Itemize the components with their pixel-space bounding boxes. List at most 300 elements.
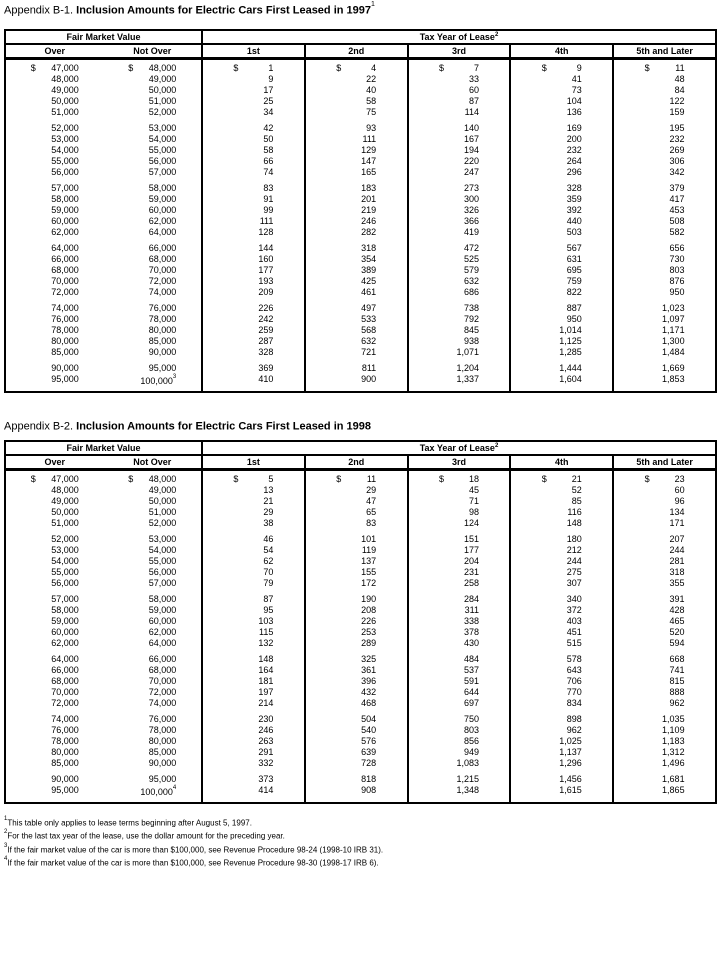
table-cell [203,227,304,238]
cell-value: 468 [361,698,377,709]
cell-content [128,725,176,736]
table-cell [511,758,612,769]
cell-content [645,485,685,496]
cell-value: 1,604 [559,373,582,384]
cell-content [336,594,376,605]
title-bold: Inclusion Amounts for Electric Cars First Leased in 1998 [76,420,372,433]
cell-value: 104 [566,95,582,106]
table-cell [511,507,612,518]
table-cell [203,474,304,485]
footnote-marker: 3 [4,842,8,849]
cell-content [233,676,273,687]
cell-content [645,216,685,227]
cell-content [542,758,582,769]
cell-value: 1,496 [662,758,685,769]
table-cell [203,507,304,518]
cell-value: 70,000 [51,275,79,286]
cell-value: 792 [463,313,479,324]
table-cell [6,74,104,85]
cell-value: 181 [258,676,274,687]
cell-content [233,774,273,785]
cell-content [31,676,79,687]
cell-value: 52,000 [148,518,177,529]
table-cell [203,545,304,556]
table-cell [409,74,510,85]
table-cell [614,594,715,605]
column-4th [509,60,612,391]
cell-value: 644 [463,687,479,698]
cell-value: 631 [566,253,582,264]
cell-content [439,507,479,518]
header-footnote-marker: 2 [494,443,499,450]
cell-value: 96 [674,496,685,507]
cell-value: 815 [669,676,685,687]
cell-value: 23 [674,474,685,485]
table-cell [306,205,407,216]
cell-value: 83 [366,518,377,529]
cell-value: 419 [463,226,479,237]
cell-value: 326 [463,204,479,215]
cell-content [128,638,176,649]
table-cell [511,725,612,736]
table-cell [614,758,715,769]
cell-value: 90,000 [148,346,177,357]
cell-value: 111 [259,215,274,226]
cell-content [645,747,685,758]
cell-value: 307 [566,578,582,589]
cell-value: 414 [258,785,274,796]
cell-content [128,156,176,167]
table-cell [203,156,304,167]
cell-content [31,167,79,178]
cell-content [542,774,582,785]
table-cell [104,567,202,578]
cell-content [31,654,79,665]
cell-value: 55,000 [148,144,177,155]
cell-value: 129 [361,144,377,155]
table-cell [104,687,202,698]
cell-value: 632 [361,335,377,346]
cell-content [128,363,176,374]
cell-content [645,594,685,605]
cell-content [645,638,685,649]
table-cell [6,63,104,74]
cell-content [128,276,176,287]
cell-value: 354 [361,253,377,264]
cell-content [336,134,376,145]
cell-value: 148 [258,654,274,665]
cell-content [645,227,685,238]
cell-content [128,507,176,518]
cell-content [439,167,479,178]
cell-content [645,567,685,578]
table-cell [104,123,202,134]
cell-content [128,676,176,687]
cell-content [31,96,79,107]
cell-content [645,698,685,709]
cell-content [128,545,176,556]
cell-content [128,578,176,589]
cell-value: 169 [566,122,582,133]
table-cell [614,556,715,567]
table-cell [614,714,715,725]
table-cell [614,145,715,156]
cell-value: 244 [566,556,582,567]
table-cell [6,736,104,747]
cell-content [233,254,273,265]
table-cell [409,605,510,616]
dollar-sign: $ [233,474,239,485]
table-cell [203,123,304,134]
table-cell [203,194,304,205]
table-cell [511,74,612,85]
table-cell [306,507,407,518]
cell-content [542,194,582,205]
cell-content [542,287,582,298]
table-cell [306,347,407,358]
table-cell [104,63,202,74]
cell-content [128,167,176,178]
cell-content [128,747,176,758]
cell-value: 62 [263,556,274,567]
cell-value: 721 [361,346,377,357]
cell-content [336,216,376,227]
cell-value: 1,035 [662,714,685,725]
table-cell [409,63,510,74]
cell-content [439,85,479,96]
table-cell [203,265,304,276]
cell-value: 55,000 [51,155,79,166]
cell-content [233,74,273,85]
cell-value: 100,000$^3$ [140,373,177,386]
cell-content [31,156,79,167]
cell-value: 244 [669,545,685,556]
table-cell [409,205,510,216]
cell-value: 74,000 [148,286,177,297]
cell-content [645,96,685,107]
cell-value: 151 [463,534,479,545]
table-cell [511,485,612,496]
table-cell [306,654,407,665]
table-cell [6,107,104,118]
cell-value: 1,285 [559,346,582,357]
table-cell [6,336,104,347]
table-cell [306,687,407,698]
cell-content [233,654,273,665]
cell-value: 93 [366,122,377,133]
cell-content [439,545,479,556]
column-header-3rd: 3rd [407,456,510,468]
table-cell [6,145,104,156]
cell-value: 54,000 [148,133,177,144]
cell-content [336,605,376,616]
cell-content [128,74,176,85]
cell-value: 74,000 [51,302,79,313]
table-cell [203,325,304,336]
table-cell [409,287,510,298]
cell-value: 845 [463,324,479,335]
cell-value: 171 [669,518,685,529]
table-cell [6,243,104,254]
table-cell [409,687,510,698]
cell-value: 220 [463,155,479,166]
cell-value: 72,000 [51,286,79,297]
cell-value: 29 [263,507,274,518]
cell-content [128,556,176,567]
cell-content [233,687,273,698]
table-cell [409,627,510,638]
cell-value: 579 [463,264,479,275]
table-cell [306,714,407,725]
table-cell [104,156,202,167]
cell-value: 76,000 [148,302,177,313]
table-cell [6,714,104,725]
table-cell [409,785,510,796]
cell-content [31,363,79,374]
cell-value: 140 [463,122,479,133]
cell-value: 64,000 [51,242,79,253]
column-5th-and-later [612,60,715,391]
cell-content [542,474,582,485]
cell-value: 738 [463,302,479,313]
table-cell [6,747,104,758]
table-cell [104,785,202,796]
cell-content [336,363,376,374]
table-cell [614,276,715,287]
cell-value: 53,000 [148,122,177,133]
cell-content [645,63,685,74]
cell-content [336,374,376,385]
cell-content [128,616,176,627]
table-cell [614,183,715,194]
cell-value: 296 [566,166,582,177]
cell-value: 53,000 [51,133,79,144]
cell-content [31,347,79,358]
cell-content [439,74,479,85]
table-cell [306,254,407,265]
cell-value: 144 [258,242,274,253]
table-cell [203,243,304,254]
cell-content [128,194,176,205]
cell-content [439,616,479,627]
cell-value: 128 [258,226,274,237]
cell-value: 85,000 [51,758,79,769]
cell-content [439,145,479,156]
cell-value: 253 [361,627,377,638]
cell-value: 355 [669,578,685,589]
cell-content [31,85,79,96]
table-cell [104,518,202,529]
table-cell [511,123,612,134]
cell-content [128,96,176,107]
table-cell [409,567,510,578]
cell-content [31,507,79,518]
cell-value: 50,000 [51,507,79,518]
cell-value: 697 [463,698,479,709]
table-cell [104,714,202,725]
table-cell [511,85,612,96]
table-cell [203,287,304,298]
table-cell [511,594,612,605]
cell-content [645,205,685,216]
cell-content [439,287,479,298]
table-cell [511,194,612,205]
cell-content [31,63,79,74]
table-cell [6,205,104,216]
cell-content [128,85,176,96]
cell-value: 533 [361,313,377,324]
appendix-b2-table [4,440,717,804]
cell-value: 124 [463,518,479,529]
table-cell [203,616,304,627]
table-cell [306,638,407,649]
cell-value: 201 [361,193,377,204]
table-cell [409,314,510,325]
cell-value: 57,000 [148,166,177,177]
cell-value: 58,000 [148,182,177,193]
cell-value: 73 [571,84,582,95]
table-cell [409,578,510,589]
column-header-1st: 1st [201,45,304,57]
cell-content [336,627,376,638]
table-cell [6,507,104,518]
cell-value: 695 [566,264,582,275]
table-cell [511,243,612,254]
table-cell [306,216,407,227]
cell-content [645,194,685,205]
footnotes [4,816,721,869]
column-1st [201,471,304,802]
cell-content [233,747,273,758]
cell-value: 594 [669,638,685,649]
cell-content [128,374,176,387]
table-cell [614,325,715,336]
cell-value: 87 [263,594,274,605]
cell-content [542,183,582,194]
table-cell [104,747,202,758]
cell-content [233,567,273,578]
table-cell [203,638,304,649]
cell-content [439,567,479,578]
table-cell [306,167,407,178]
cell-content [336,303,376,314]
table-cell [203,758,304,769]
cell-value: 100,000$^4$ [140,785,177,798]
table-cell [104,665,202,676]
table-cell [614,363,715,374]
cell-content [233,134,273,145]
footnote [4,843,721,856]
cell-value: 54,000 [51,556,79,567]
cell-content [336,676,376,687]
table-cell [409,194,510,205]
cell-value: 95,000 [148,774,177,785]
table-cell [511,616,612,627]
cell-content [128,123,176,134]
cell-value: 51,000 [148,95,177,106]
cell-content [542,85,582,96]
table-cell [614,785,715,796]
cell-value: 62,000 [51,226,79,237]
cell-content [31,265,79,276]
table-cell [104,496,202,507]
cell-value: 1,023 [662,302,685,313]
cell-content [542,638,582,649]
cell-value: 396 [361,676,377,687]
table-cell [6,785,104,796]
appendix-b2-title [4,420,721,433]
cell-value: 822 [566,286,582,297]
table-cell [104,325,202,336]
cell-content [542,156,582,167]
cell-content [31,785,79,796]
cell-content [31,698,79,709]
footnote-text: If the fair market value of the car is more than $100,000, see Revenue Procedure 98-30 (1998-17 IRB 6). [7,858,379,868]
table-cell [409,145,510,156]
cell-value: 76,000 [51,313,79,324]
cell-content [439,605,479,616]
cell-value: 582 [669,226,685,237]
table-cell [306,665,407,676]
table-cell [614,534,715,545]
cell-value: 164 [258,665,274,676]
cell-content [645,123,685,134]
cell-content [31,556,79,567]
cell-content [128,254,176,265]
table-cell [6,216,104,227]
cell-content [336,774,376,785]
cell-value: 950 [566,313,582,324]
table-cell [104,336,202,347]
cell-content [645,616,685,627]
cell-content [336,758,376,769]
cell-value: 79 [263,578,274,589]
cell-content [645,714,685,725]
table-cell [511,107,612,118]
table-cell [203,698,304,709]
cell-content [542,665,582,676]
dollar-sign: $ [644,474,650,485]
table-cell [409,518,510,529]
cell-content [439,747,479,758]
cell-content [336,725,376,736]
cell-value: 60,000 [148,204,177,215]
table-cell [511,96,612,107]
table-cell [409,758,510,769]
cell-content [233,785,273,796]
table-cell [104,145,202,156]
cell-value: 318 [361,242,377,253]
cell-value: 52,000 [148,106,177,117]
table-cell [614,85,715,96]
cell-value: 730 [669,253,685,264]
cell-content [31,545,79,556]
table-cell [409,216,510,227]
table-cell [306,265,407,276]
cell-value: 68,000 [51,264,79,275]
table-cell [104,194,202,205]
cell-content [233,156,273,167]
cell-content [542,74,582,85]
table-cell [104,578,202,589]
table-cell [511,698,612,709]
table-cell [409,545,510,556]
cell-content [128,325,176,336]
table-cell [104,736,202,747]
title-prefix: Appendix B-2. [4,420,77,433]
cell-value: 177 [258,264,274,275]
tax-year-of-lease-header: Tax Year of Lease $^2$ [201,31,715,43]
